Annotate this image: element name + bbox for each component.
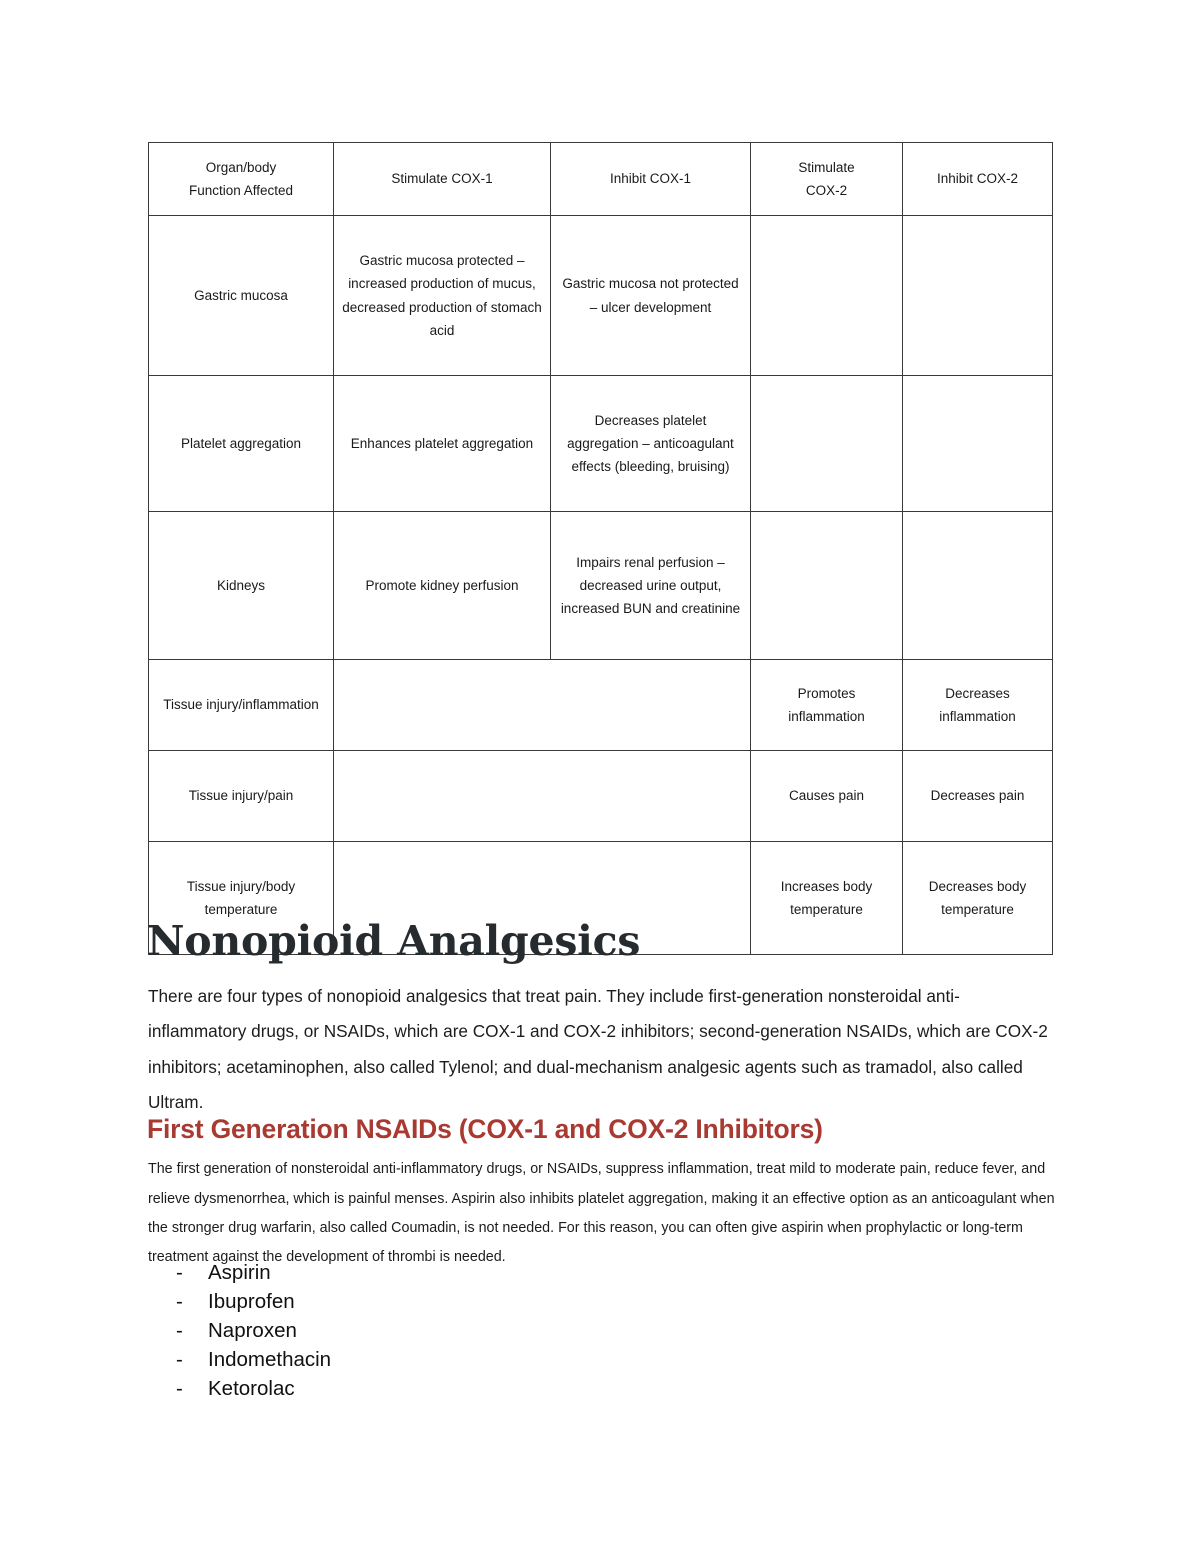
cell-organ: Tissue injury/body temperature bbox=[149, 842, 334, 955]
cell-stimulate-cox2 bbox=[751, 512, 903, 660]
list-item-label: Aspirin bbox=[208, 1261, 271, 1284]
cell-stimulate-cox2: Increases body temperature bbox=[751, 842, 903, 955]
header-stim-cox2-line1: Stimulate bbox=[798, 159, 855, 175]
cell-stimulate-cox1: Gastric mucosa protected – increased production of mucus, decreased production of stomach acid bbox=[334, 216, 551, 376]
table-row bbox=[149, 376, 1053, 512]
table-header-inhibit-cox2: Inhibit COX-2 bbox=[903, 143, 1053, 216]
table-row bbox=[149, 216, 1053, 376]
cell-organ: Tissue injury/inflammation bbox=[149, 660, 334, 751]
cell-organ: Platelet aggregation bbox=[149, 376, 334, 512]
cell-inhibit-cox1: Decreases platelet aggregation – anticoagulant effects (bleeding, bruising) bbox=[551, 376, 751, 512]
list-item bbox=[176, 1346, 676, 1375]
bullet-dash: - bbox=[176, 1347, 183, 1371]
section-heading-first-generation-nsaids: First Generation NSAIDs (COX-1 and COX-2 Inhibitors) bbox=[147, 1113, 823, 1144]
header-organ-line2: Function Affected bbox=[188, 183, 294, 198]
list-item-label: Indomethacin bbox=[208, 1347, 332, 1371]
cell-inhibit-cox2: Decreases body temperature bbox=[903, 842, 1053, 955]
cell-stimulate-cox2 bbox=[751, 216, 903, 376]
table-header-organ bbox=[149, 143, 334, 216]
bullet-dash: - bbox=[176, 1289, 183, 1313]
cell-inhibit-cox1: Impairs renal perfusion – decreased urine output, increased BUN and creatinine bbox=[551, 512, 751, 660]
cell-inhibit-cox2 bbox=[903, 216, 1053, 376]
list-item-label: Ketorolac bbox=[208, 1376, 295, 1400]
list-item-label: Naproxen bbox=[208, 1318, 297, 1342]
header-stim-cox2-line2: COX-2 bbox=[805, 183, 848, 198]
cell-inhibit-cox2: Decreases pain bbox=[903, 751, 1053, 842]
list-item bbox=[176, 1375, 676, 1404]
list-item bbox=[176, 1259, 676, 1288]
cell-stimulate-cox1: Promote kidney perfusion bbox=[334, 512, 551, 660]
table-header-stimulate-cox2 bbox=[751, 143, 903, 216]
cell-organ: Kidneys bbox=[149, 512, 334, 660]
drug-list bbox=[176, 1259, 676, 1403]
bullet-dash: - bbox=[176, 1318, 183, 1342]
cell-cox1-merged bbox=[334, 751, 751, 842]
table-header-stimulate-cox1: Stimulate COX-1 bbox=[334, 143, 551, 216]
cell-inhibit-cox2 bbox=[903, 512, 1053, 660]
table-row bbox=[149, 751, 1053, 842]
page-title: Nonopioid Analgesics bbox=[147, 917, 641, 966]
cell-cox1-merged bbox=[334, 660, 751, 751]
intro-paragraph: There are four types of nonopioid analgesics that treat pain. They include first-generation nonsteroidal anti-inflammatory drugs, or NSAIDs, which are COX-1 and COX-2 inhibitors; second-generation NSAIDs, which are COX-2 inhibitors; acetaminophen, also called Tylenol; and dual-mechanism analgesic agents such as tramadol, also called Ultram. bbox=[148, 986, 1048, 1112]
cell-organ: Gastric mucosa bbox=[149, 216, 334, 376]
table-row bbox=[149, 660, 1053, 751]
body-paragraph: The first generation of nonsteroidal anti-inflammatory drugs, or NSAIDs, suppress inflammation, treat mild to moderate pain, reduce fever, and relieve dysmenorrhea, which is painful menses. Aspirin also inhibits platelet aggregation, making it an effective option as an anticoagulant when the stronger drug warfarin, also called Coumadin, is not needed. For this reason, you can often give aspirin when prophylactic or long-term treatment against the development of thrombi is needed. bbox=[148, 1161, 1055, 1266]
list-item-label: Ibuprofen bbox=[208, 1289, 295, 1313]
list-item bbox=[176, 1288, 676, 1317]
table-header-inhibit-cox1: Inhibit COX-1 bbox=[551, 143, 751, 216]
table-header-row bbox=[149, 143, 1053, 216]
bullet-dash: - bbox=[176, 1261, 183, 1284]
cell-inhibit-cox2: Decreases inflammation bbox=[903, 660, 1053, 751]
cell-stimulate-cox2: Promotes inflammation bbox=[751, 660, 903, 751]
header-organ-line1: Organ/body bbox=[205, 159, 277, 175]
cell-stimulate-cox2 bbox=[751, 376, 903, 512]
cell-inhibit-cox1: Gastric mucosa not protected – ulcer development bbox=[551, 216, 751, 376]
bullet-dash: - bbox=[176, 1376, 183, 1400]
cell-stimulate-cox1: Enhances platelet aggregation bbox=[334, 376, 551, 512]
table-row bbox=[149, 512, 1053, 660]
cox-effects-table bbox=[148, 142, 1053, 955]
cell-inhibit-cox2 bbox=[903, 376, 1053, 512]
cell-stimulate-cox2: Causes pain bbox=[751, 751, 903, 842]
list-item bbox=[176, 1317, 676, 1346]
cell-organ: Tissue injury/pain bbox=[149, 751, 334, 842]
